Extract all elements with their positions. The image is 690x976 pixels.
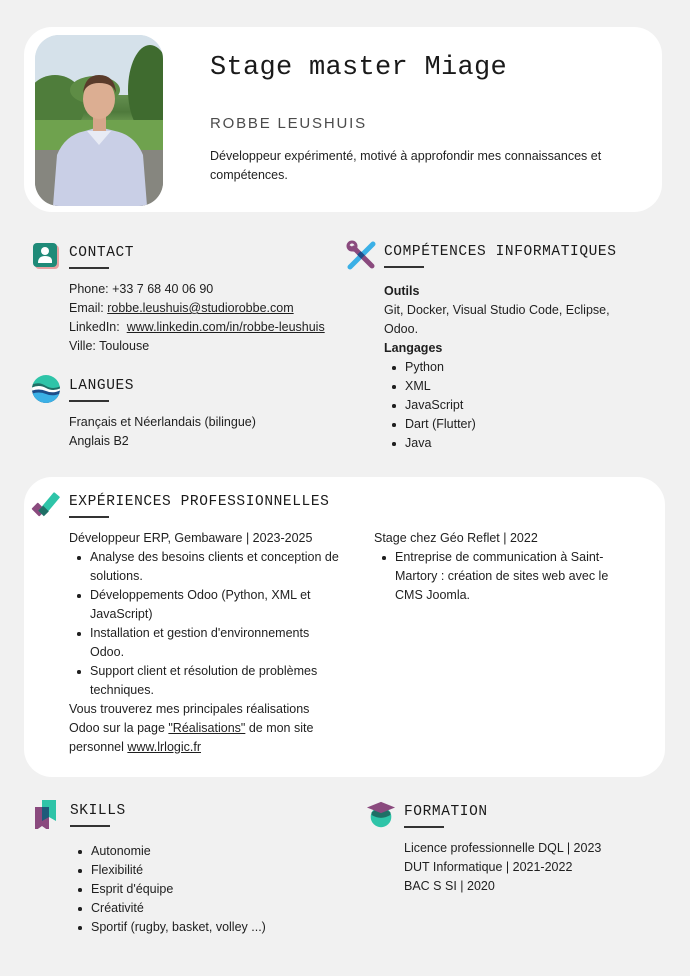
skills-section	[32, 799, 342, 937]
contact-email	[69, 299, 341, 318]
profile-summary: Développeur expérimenté, motivé à approfondir mes connaissances et compétences.	[210, 149, 602, 182]
education-title: FORMATION	[404, 804, 488, 820]
list-item: Installation et gestion d'environnements Odoo.	[69, 624, 339, 662]
experience-title: EXPÉRIENCES PROFESSIONNELLES	[69, 494, 330, 510]
header-card	[24, 27, 662, 212]
linkedin-link[interactable]: www.linkedin.com/in/robbe-leushuis	[126, 320, 325, 334]
job-entry	[374, 529, 624, 605]
job-bullets	[374, 548, 624, 605]
languages-title: LANGUES	[69, 378, 135, 394]
email-label: Email:	[69, 301, 104, 315]
it-skills-title: COMPÉTENCES INFORMATIQUES	[384, 244, 617, 260]
website-link[interactable]: www.lrlogic.fr	[127, 740, 201, 754]
graduation-cap-icon	[366, 800, 396, 830]
experience-heading	[31, 490, 651, 520]
city-value: Toulouse	[99, 339, 150, 353]
phone-label: Phone:	[69, 282, 109, 296]
list-item: Support client et résolution de problèmes techniques.	[69, 662, 339, 700]
list-item: Java	[384, 434, 624, 453]
checkmark-icon	[31, 490, 61, 520]
section-underline	[70, 825, 110, 827]
tools-list: Git, Docker, Visual Studio Code, Eclipse, Odoo.	[384, 303, 610, 336]
list-item: Python	[384, 358, 624, 377]
contact-section	[31, 241, 341, 356]
list-item: XML	[384, 377, 624, 396]
skills-title: SKILLS	[70, 803, 126, 819]
portfolio-note	[69, 700, 339, 757]
city-label: Ville:	[69, 339, 96, 353]
education-section	[366, 800, 676, 896]
list-item: Flexibilité	[70, 861, 342, 880]
languages-section	[31, 374, 341, 451]
list-item: Sportif (rugby, basket, volley ...)	[70, 918, 342, 937]
job-heading: Stage chez Géo Reflet | 2022	[374, 531, 538, 545]
job-heading: Développeur ERP, Gembaware | 2023-2025	[69, 531, 313, 545]
profile-photo	[35, 35, 163, 206]
skills-heading	[32, 799, 342, 829]
list-item: Analyse des besoins clients et conception de solutions.	[69, 548, 339, 586]
language-item: Anglais B2	[69, 434, 129, 448]
phone-value[interactable]: +33 7 68 40 06 90	[112, 282, 214, 296]
job-bullets	[69, 548, 339, 700]
section-underline	[404, 826, 444, 828]
list-item: Autonomie	[70, 842, 342, 861]
experience-section	[31, 490, 651, 754]
languages-heading	[31, 374, 341, 404]
contact-card-icon	[31, 241, 61, 271]
languages-heading: Langages	[384, 341, 443, 355]
list-item: Développements Odoo (Python, XML et JavaScript)	[69, 586, 339, 624]
it-skills-section	[346, 240, 666, 453]
education-heading	[366, 800, 676, 830]
list-item: Esprit d'équipe	[70, 880, 342, 899]
realisations-link[interactable]: "Réalisations"	[168, 721, 246, 735]
programming-languages-list	[384, 358, 624, 453]
list-item: JavaScript	[384, 396, 624, 415]
page-title: Stage master Miage	[210, 53, 508, 83]
education-item: BAC S SI | 2020	[404, 879, 495, 893]
job-entry	[69, 529, 339, 757]
language-item: Français et Néerlandais (bilingue)	[69, 415, 256, 429]
portrait-illustration	[35, 35, 163, 206]
list-item: Créativité	[70, 899, 342, 918]
contact-heading	[31, 241, 341, 271]
contact-title: CONTACT	[69, 245, 135, 261]
list-item: Dart (Flutter)	[384, 415, 624, 434]
language-wave-icon	[31, 374, 61, 404]
section-underline	[69, 516, 109, 518]
education-item: DUT Informatique | 2021-2022	[404, 860, 573, 874]
soft-skills-list	[70, 842, 342, 937]
contact-phone	[69, 280, 341, 299]
tools-heading: Outils	[384, 284, 420, 298]
bookmark-icon	[32, 799, 62, 829]
education-item: Licence professionnelle DQL | 2023	[404, 841, 602, 855]
section-underline	[69, 267, 109, 269]
section-underline	[69, 400, 109, 402]
note-text: de mon site personnel	[69, 721, 314, 754]
section-underline	[384, 266, 424, 268]
contact-city	[69, 337, 341, 356]
contact-linkedin	[69, 318, 341, 337]
note-text: Vous trouverez mes principales réalisations Odoo sur la page	[69, 702, 310, 735]
candidate-name: ROBBE LEUSHUIS	[210, 115, 367, 132]
email-link[interactable]: robbe.leushuis@studiorobbe.com	[107, 301, 294, 315]
linkedin-label: LinkedIn:	[69, 320, 120, 334]
tools-icon	[346, 240, 376, 270]
list-item: Entreprise de communication à Saint-Martory : création de sites web avec le CMS Joomla.	[374, 548, 624, 605]
it-skills-heading	[346, 240, 666, 270]
